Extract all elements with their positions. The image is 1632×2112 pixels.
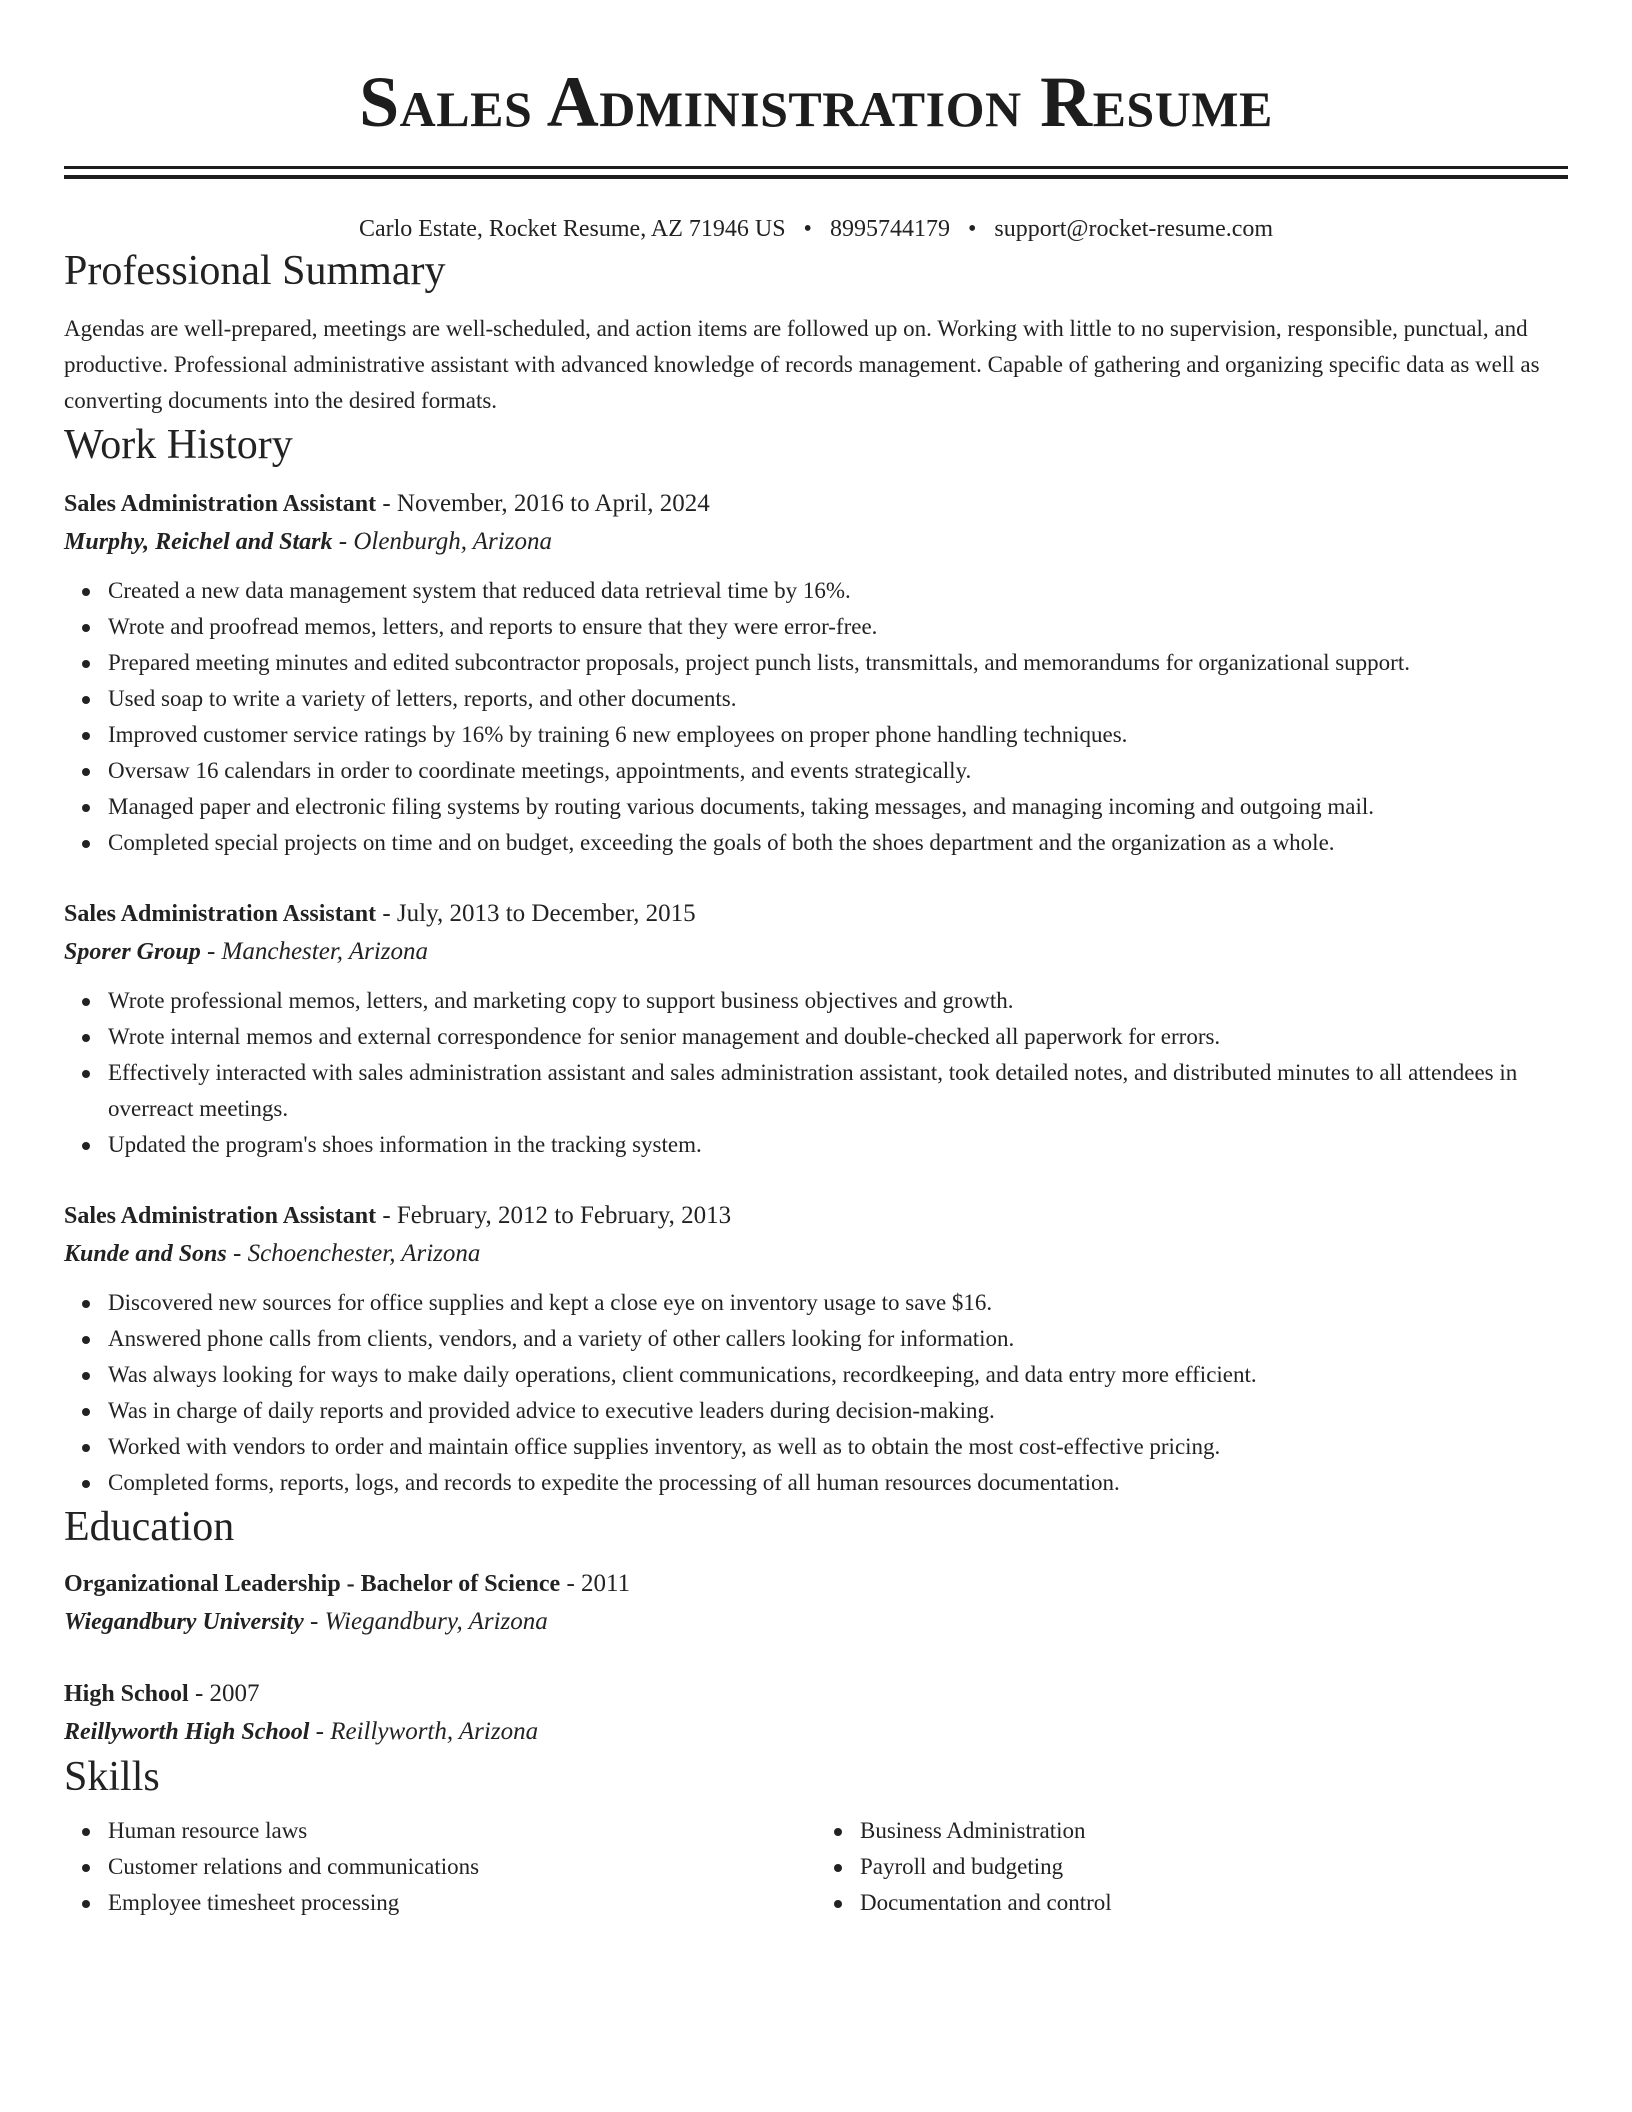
education-entry <box>64 1675 1568 1751</box>
job-duty: Wrote internal memos and external correspondence for senior management and double-checked all paperwork for errors. <box>108 1019 1568 1055</box>
company-line <box>64 933 1568 971</box>
skills-heading: Skills <box>64 1754 160 1800</box>
job-duty: Completed forms, reports, logs, and records to expedite the processing of all human resources documentation. <box>108 1465 1568 1501</box>
contact-line <box>64 213 1568 245</box>
company-line <box>64 1235 1568 1273</box>
contact-address: Carlo Estate, Rocket Resume, AZ 71946 US <box>358 216 786 242</box>
summary-text: Agendas are well-prepared, meetings are well-scheduled, and action items are followed up on. Working with little to no supervision, responsible, punctual, and productive. Professional administrative assistant with advanced knowledge of records management. Capable of gathering and organizing specific data as well as converting documents into the desired formats. <box>64 316 1540 413</box>
company-line <box>64 523 1568 561</box>
job-duty: Updated the program's shoes information in the tracking system. <box>108 1127 1568 1163</box>
school-line <box>64 1603 1568 1641</box>
job-duty: Managed paper and electronic filing systems by routing various documents, taking messages, and managing incoming and outgoing mail. <box>108 789 1568 825</box>
company-name: Kunde and Sons <box>64 1241 227 1267</box>
job-duty: Discovered new sources for office supplies and kept a close eye on inventory usage to save $16. <box>108 1285 1568 1321</box>
job-entry <box>64 1197 1568 1501</box>
skill-item: Human resource laws <box>108 1813 816 1849</box>
job-title-line <box>64 485 1568 523</box>
job-duty: Created a new data management system that reduced data retrieval time by 16%. <box>108 573 1568 609</box>
degree-line <box>64 1675 1568 1713</box>
school-line <box>64 1713 1568 1751</box>
skill-item: Customer relations and communications <box>108 1849 816 1885</box>
job-duties-list <box>64 1285 1568 1501</box>
job-title: Sales Administration Assistant <box>64 491 377 517</box>
contact-phone: 8995744179 <box>829 216 950 242</box>
job-duty: Wrote professional memos, letters, and marketing copy to support business objectives and growth. <box>108 983 1568 1019</box>
company-location: - Schoenchester, Arizona <box>226 1240 481 1267</box>
job-duty: Was always looking for ways to make daily operations, client communications, recordkeeping, and data entry more efficient. <box>108 1357 1568 1393</box>
company-location: - Manchester, Arizona <box>200 938 428 965</box>
job-duty: Answered phone calls from clients, vendors, and a variety of other callers looking for information. <box>108 1321 1568 1357</box>
job-title: Sales Administration Assistant <box>64 901 377 927</box>
job-duty: Was in charge of daily reports and provided advice to executive leaders during decision-making. <box>108 1393 1568 1429</box>
job-title-line <box>64 1197 1568 1235</box>
skills-grid <box>64 1813 1568 1921</box>
job-dates: - November, 2016 to April, 2024 <box>376 490 710 517</box>
title-divider-bottom <box>64 175 1568 179</box>
work-history-heading: Work History <box>64 422 293 468</box>
graduation-year: - 2011 <box>560 1570 631 1597</box>
job-duty: Prepared meeting minutes and edited subcontractor proposals, project punch lists, transmittals, and memorandums for organizational support. <box>108 645 1568 681</box>
skill-item: Business Administration <box>860 1813 1568 1849</box>
skill-item: Payroll and budgeting <box>860 1849 1568 1885</box>
degree-name: High School <box>64 1681 189 1707</box>
education-entry <box>64 1565 1568 1641</box>
school-name: Reillyworth High School <box>64 1719 310 1745</box>
job-duty: Used soap to write a variety of letters, reports, and other documents. <box>108 681 1568 717</box>
contact-separator: • <box>967 216 977 242</box>
job-duty: Oversaw 16 calendars in order to coordinate meetings, appointments, and events strategically. <box>108 753 1568 789</box>
resume-title: Sales Administration Resume <box>359 62 1273 142</box>
job-title: Sales Administration Assistant <box>64 1203 377 1229</box>
job-duties-list <box>64 573 1568 861</box>
degree-name: Organizational Leadership - Bachelor of Science <box>64 1571 561 1597</box>
school-location: - Reillyworth, Arizona <box>309 1718 539 1745</box>
skills-list-right <box>816 1813 1568 1921</box>
job-duties-list <box>64 983 1568 1163</box>
skill-item: Employee timesheet processing <box>108 1885 816 1921</box>
job-duty: Completed special projects on time and on budget, exceeding the goals of both the shoes department and the organization as a whole. <box>108 825 1568 861</box>
job-entry <box>64 485 1568 861</box>
company-name: Sporer Group <box>64 939 201 965</box>
job-duty: Worked with vendors to order and maintain office supplies inventory, as well as to obtain the most cost-effective pricing. <box>108 1429 1568 1465</box>
skill-item: Documentation and control <box>860 1885 1568 1921</box>
job-dates: - July, 2013 to December, 2015 <box>376 900 696 927</box>
job-duty: Improved customer service ratings by 16% by training 6 new employees on proper phone handling techniques. <box>108 717 1568 753</box>
job-dates: - February, 2012 to February, 2013 <box>376 1202 732 1229</box>
job-title-line <box>64 895 1568 933</box>
school-name: Wiegandbury University <box>64 1609 304 1635</box>
job-duty: Effectively interacted with sales administration assistant and sales administration assistant, took detailed notes, and distributed minutes to all attendees in overreact meetings. <box>108 1055 1568 1127</box>
degree-line <box>64 1565 1568 1603</box>
school-location: - Wiegandbury, Arizona <box>303 1608 548 1635</box>
company-location: - Olenburgh, Arizona <box>332 528 552 555</box>
company-name: Murphy, Reichel and Stark <box>64 529 333 555</box>
job-entry <box>64 895 1568 1163</box>
education-heading: Education <box>64 1504 235 1550</box>
summary-heading: Professional Summary <box>64 248 446 294</box>
job-duty: Wrote and proofread memos, letters, and reports to ensure that they were error-free. <box>108 609 1568 645</box>
graduation-year: - 2007 <box>188 1680 260 1707</box>
skills-list-left <box>64 1813 816 1921</box>
title-divider-top <box>64 166 1568 169</box>
contact-email: support@rocket-resume.com <box>994 216 1274 242</box>
contact-separator: • <box>803 216 812 242</box>
